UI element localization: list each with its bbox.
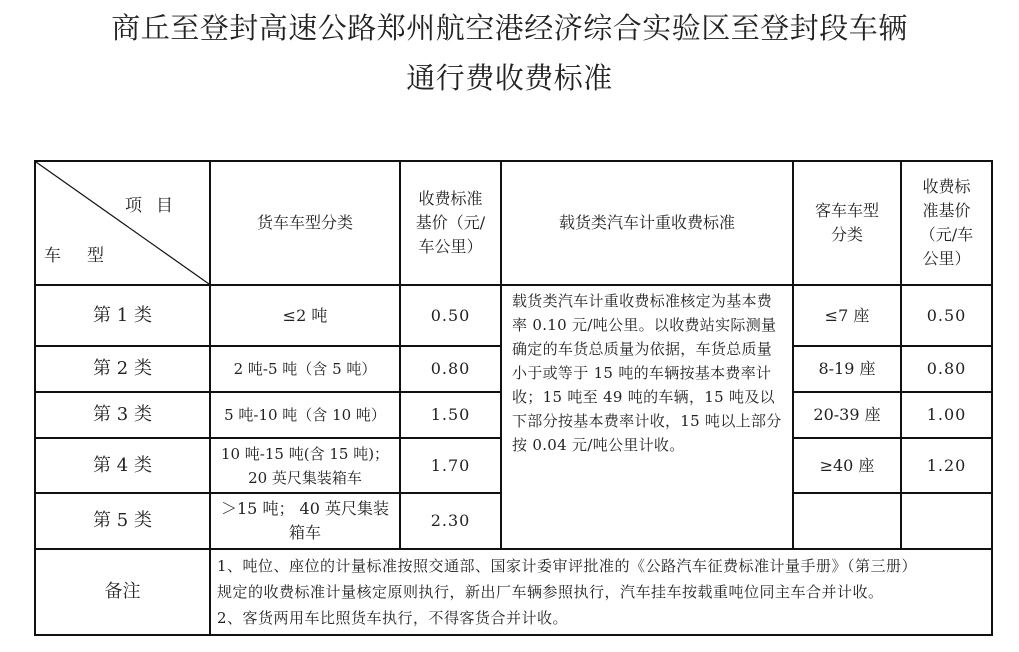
table-header-row: [35, 161, 992, 285]
truck-class: ≤2 吨: [210, 285, 400, 346]
truck-price: 1.50: [400, 392, 501, 438]
remark-line: 规定的收费标准计量核定原则执行，新出厂车辆参照执行，汽车挂车按载重吨位同主车合并计收。: [217, 583, 884, 601]
bus-class: 20-39 座: [793, 392, 901, 438]
remark-line: 1、吨位、座位的计量标准按照交通部、国家计委审评批准的《公路汽车征费标准计量手册》（第三册）: [217, 557, 918, 575]
bus-price: 0.80: [901, 346, 992, 392]
toll-standard-table: [34, 160, 993, 636]
bus-price: 0.50: [901, 285, 992, 346]
vehicle-class: 第 1 类: [35, 285, 210, 346]
header-bus-class: 客车车型 分类: [793, 161, 901, 285]
remarks-label: 备注: [35, 549, 210, 635]
truck-price: 0.50: [400, 285, 501, 346]
remarks-text: [210, 549, 992, 635]
truck-price: 1.70: [400, 438, 501, 493]
document-title-line-2: 通行费收费标准: [406, 61, 613, 95]
truck-class: 5 吨-10 吨（含 10 吨）: [210, 392, 400, 438]
bus-class: ≤7 座: [793, 285, 901, 346]
diagonal-header-cell: [35, 161, 210, 285]
vehicle-class: 第 2 类: [35, 346, 210, 392]
header-bus-price: 收费标 准基价 （元/车 公里）: [901, 161, 992, 285]
truck-price: 2.30: [400, 493, 501, 549]
truck-class: 2 吨-5 吨（含 5 吨）: [210, 346, 400, 392]
vehicle-class: 第 5 类: [35, 493, 210, 549]
bus-class: ≥40 座: [793, 438, 901, 493]
vehicle-type-label: 车型: [44, 246, 130, 266]
document-title-line-1: 商丘至登封高速公路郑州航空港经济综合实验区至登封段车辆: [111, 11, 908, 45]
bus-price: 1.20: [901, 438, 992, 493]
vehicle-class: 第 3 类: [35, 392, 210, 438]
truck-price: 0.80: [400, 346, 501, 392]
header-truck-class: 货车车型分类: [210, 161, 400, 285]
header-weight-standard: 载货类汽车计重收费标准: [501, 161, 793, 285]
bus-price: 1.00: [901, 392, 992, 438]
remark-line: 2、客货两用车比照货车执行，不得客货合并计收。: [217, 609, 569, 627]
item-label: 项目: [125, 196, 187, 216]
header-truck-price: 收费标准 基价（元/ 车公里）: [400, 161, 501, 285]
vehicle-class: 第 4 类: [35, 438, 210, 493]
bus-price: [901, 493, 992, 549]
bus-class: 8-19 座: [793, 346, 901, 392]
table-row: [35, 285, 992, 346]
bus-class: [793, 493, 901, 549]
truck-class: ＞15 吨； 40 英尺集装 箱车: [210, 493, 400, 549]
truck-class: 10 吨-15 吨(含 15 吨)； 20 英尺集装箱车: [210, 438, 400, 493]
remarks-row: [35, 549, 992, 635]
weight-standard-text: 载货类汽车计重收费标准核定为基本费率 0.10 元/吨公里。以收费站实际测量确定的车货总质量为依据，车货总质量小于或等于 15 吨的车辆按基本费率计收；15 吨至 49 吨的车辆，15 吨及以下部分按基本费率计收，15 吨以上部分按 0.04 元/吨公里计收。: [501, 285, 793, 549]
